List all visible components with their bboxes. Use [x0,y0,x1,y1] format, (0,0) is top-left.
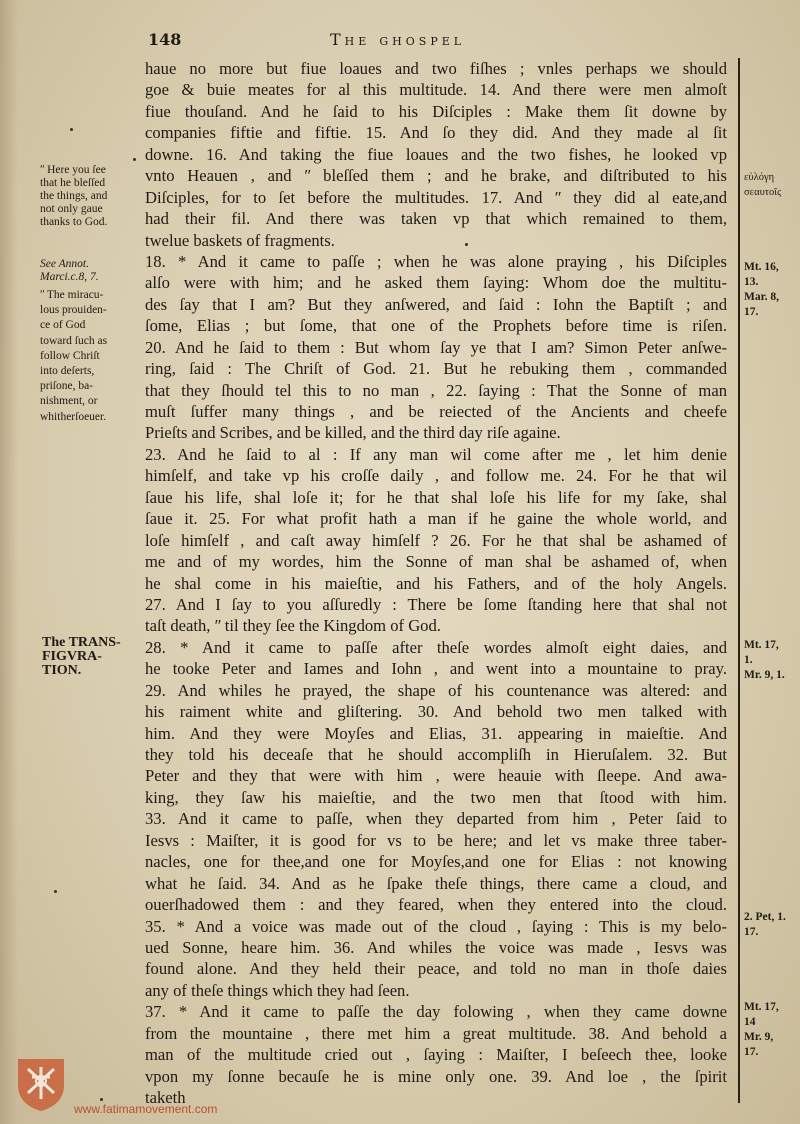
margin-ref-mt17-14 [744,1000,800,1060]
margin-note-annotation-ref [40,258,144,284]
text-line: him. And they were Moyſes and Elias, 31. appearing in maieſtie. And [145,723,727,743]
text-line: me and of my wordes, him the Sonne of man shal be ashamed of, when [145,552,727,572]
page-number: 148 [148,30,182,49]
text-line: vpon my ſonne becauſe he is mine only one. 39. And loe , the ſpirit [145,1066,727,1086]
website-watermark[interactable]: www.fatimamovement.com [74,1102,218,1116]
text-line: ſaue it. 25. For what profit hath a man if he gaine the whole world, and [145,509,727,529]
text-line: ued Sonne, heare him. 36. And whiles the voice was made , Iesvs was [145,937,727,957]
text-line: des ſay that I am? But they anſwered, and ſaid : Iohn the Baptiſt ; and [145,294,727,314]
shield-logo-icon [14,1055,68,1113]
text-line: Prieſts and Scribes, and be killed, and the third day riſe againe. [145,423,561,443]
margin-ref-mt16 [744,260,800,320]
text-line: he shal come in his maieſtie, and his Fathers, and of the holy Angels. [145,573,727,593]
margin-line: ʺ The miracu- [40,289,104,301]
text-line: Iesvs : Maiſter, it is good for vs to be here; and let vs make three taber- [145,830,727,850]
margin-line: Mt. 17, [744,639,779,651]
margin-line: thanks to God. [40,216,108,228]
margin-line: nishment, or [40,395,98,408]
text-line: his raiment white and gliſtering. 30. And behold two men talked with [145,702,727,722]
text-line: vnto Heauen , and ʺ bleſſed them ; and he brake, and diſtributed to his [145,166,727,186]
margin-line: whitherſoeuer. [40,410,107,423]
margin-line: ʺ Here you ſee [40,164,106,176]
text-line: loſe himſelf , and caſt away himſelf ? 26. For he that shal be ashamed of [145,530,727,550]
text-line: fiue thouſand. And he ſaid to his Diſciples : Make them ſit downe by [145,101,727,121]
text-line: 37. * And it came to paſſe the day folowing , when they came downe [145,1002,727,1022]
section-heading-transfiguration [42,636,142,678]
right-column-rule [738,58,740,1103]
text-line: they told his deceaſe that he should accompliſh in Hieruſalem. 32. But [145,745,727,764]
text-line: 29. And whiles he prayed, the shape of his countenance was altered: and [145,680,727,700]
margin-line: Mt. 17, [744,1001,779,1013]
text-line: 27. And I ſay to you aſſuredly : There be ſome ſtanding here that shal not [145,594,727,614]
margin-line: toward ſuch as [40,334,108,347]
text-line: 35. * And a voice was made out of the cloud , ſaying : This is my belo- [145,916,727,936]
margin-greek-note [744,170,800,200]
margin-ref-mt17 [744,638,800,683]
text-line: ring, ſaid : The Chriſt of God. 21. But he rebuking them , commanded [145,359,727,379]
margin-line: σεαυτοῖς [744,187,782,198]
text-line: what he ſaid. 34. And as he ſpake theſe things, there came a cloud, and [145,873,727,893]
margin-line: 17. [744,926,759,938]
scripture-body [145,58,727,1108]
text-line: himſelf, and take vp his croſſe daily , and follow me. 24. For he that wil [145,466,727,486]
text-line: 20. And he ſaid to them : But whom ſay ye that I am? Simon Peter anſwe- [145,337,727,357]
margin-line: 2. Pet, 1. [744,911,786,923]
margin-line: Mar. 8, [744,291,780,303]
margin-line: Mr. 9, 1. [744,669,785,681]
margin-line: Marci.c.8, 7. [40,271,99,283]
margin-note-blessed [40,164,144,229]
ink-speck [465,243,468,246]
text-line: goe & buie meates for al this multitude. 14. And there were men almoſt [145,80,727,100]
margin-line: 1. [744,654,753,666]
margin-ref-2pet [744,910,800,940]
margin-line: follow Chriſt [40,349,100,362]
text-line: 18. * And it came to paſſe ; when he was alone praying , his Diſciples [145,251,727,271]
text-line: downe. 16. And taking the fiue loaues and the two fishes, he looked vp [145,144,727,164]
margin-line: lous prouiden- [40,304,107,317]
text-line: companies fiftie and fiftie. 15. And ſo they did. And they made al ſit [145,123,727,143]
margin-note-providence [40,288,144,425]
text-line: 28. * And it came to paſſe after theſe wordes almoſt eight daies, and [145,637,727,657]
text-line: ſaue his life, shal loſe it; for he that shal loſe his life for my ſake, shal [145,487,727,507]
text-line: 33. And it came to paſſe, when they departed from him , Peter ſaid to [145,809,727,829]
text-line: twelue baskets of fragments. [145,230,335,250]
text-line: Peter and they that were with him , were heauie with ſleepe. And awa- [145,766,727,786]
margin-line: 17. [744,306,759,318]
margin-line: FIGVRA- [42,649,102,664]
text-line: king, they ſaw his maieſtie, and the two men that ſtood with him. [145,787,727,807]
margin-line: the things, and [40,190,108,202]
text-line: taſt death, ʺ til they ſee the Kingdom of God. [145,616,441,636]
text-line: any of theſe things which they had ſeen. [145,980,410,1000]
text-line: nacles, one for thee,and one for Moyſes,and one for Elias : not knowing [145,852,727,872]
ink-speck [100,1098,103,1101]
margin-line: not only gaue [40,203,103,215]
margin-line: ce of God [40,319,86,332]
ink-speck [133,158,136,161]
text-line: taketh [145,1088,186,1107]
margin-line: The TRANS- [42,635,121,650]
margin-line: εὐλόγη [744,172,775,183]
text-line: alſo were with him; and he asked them ſaying: Whom doe the multitu- [145,273,727,293]
margin-line: TION. [42,663,82,678]
text-line: that they ſhould tel this to no man , 22. ſaying : That the Sonne of man [145,380,727,400]
text-line: haue no more but fiue loaues and two fiſhes ; vnles perhaps we should [145,59,727,78]
text-line: muſt ſuffer many things , and be reiected of the Ancients and cheefe [145,402,727,421]
running-title: The ghospel [330,30,466,49]
margin-line: 17. [744,1046,759,1058]
text-line: Diſciples, for to ſet before the multitudes. 17. And ʺ they did al eate,and [145,187,727,207]
text-line: 23. And he ſaid to al : If any man wil come after me , let him denie [145,444,727,464]
text-line: ouerſhadowed them : and they feared, when they entered into the cloud. [145,895,727,915]
text-line: he tooke Peter and Iames and Iohn , and went into a mountaine to pray. [145,659,727,679]
margin-line: Mt. 16, [744,261,779,273]
margin-line: into deſerts, [40,365,95,378]
text-line: man of the multitude cried out , ſaying : Maiſter, I beſeech thee, looke [145,1045,727,1065]
ink-speck [54,890,57,893]
page-header [140,30,740,56]
text-line: from the mountaine , there met him a great multitude. 38. And behold a [145,1023,727,1043]
margin-line: 13. [744,276,759,288]
page-gutter-shadow [0,0,18,1124]
ink-speck [70,128,73,131]
text-line: found alone. And they held their peace, and told no man in thoſe daies [145,959,727,979]
margin-line: Mr. 9, [744,1031,774,1043]
margin-line: priſone, ba- [40,380,94,393]
margin-line: 14 [744,1016,756,1028]
text-line: ſome, Elias ; but ſome, that one of the Prophets before time is riſen. [145,316,727,336]
text-line: had their fil. And there was taken vp that which remained to them, [145,209,727,229]
margin-line: that he bleſſed [40,177,106,189]
margin-line: See Annot. [40,258,89,270]
